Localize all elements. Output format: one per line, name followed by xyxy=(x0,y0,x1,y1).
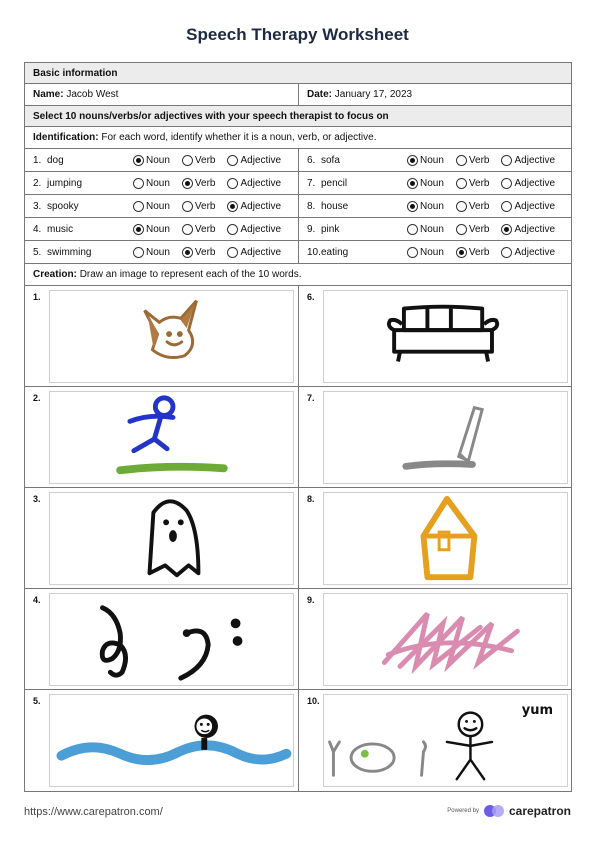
option-verb[interactable] xyxy=(182,247,216,258)
radio-button[interactable] xyxy=(227,224,238,235)
word-question xyxy=(298,218,571,240)
option-verb[interactable] xyxy=(182,224,216,235)
creation-row xyxy=(25,264,571,286)
ghost-drawing-icon[interactable] xyxy=(49,492,294,585)
radio-button[interactable] xyxy=(133,247,144,258)
word-number: 9. xyxy=(307,223,316,235)
date-label: Date: xyxy=(307,89,333,100)
word-text: jumping xyxy=(47,177,83,189)
jumping-drawing-icon[interactable] xyxy=(49,391,294,484)
drawing-cell xyxy=(298,387,571,487)
radio-button[interactable] xyxy=(133,224,144,235)
option-label: Adjective xyxy=(514,223,556,235)
word-text: pencil xyxy=(321,177,348,189)
house-drawing-icon[interactable] xyxy=(323,492,568,585)
radio-button[interactable] xyxy=(133,155,144,166)
option-label: Verb xyxy=(194,177,216,189)
word-text: house xyxy=(321,200,349,212)
radio-button[interactable] xyxy=(227,178,238,189)
drawing-cell xyxy=(25,387,298,487)
word-question xyxy=(25,172,298,194)
word-number: 2. xyxy=(33,177,42,189)
option-adjective[interactable] xyxy=(501,224,555,235)
drawing-cell xyxy=(298,690,571,791)
option-label: Adjective xyxy=(240,223,282,235)
option-label: Adjective xyxy=(240,200,282,212)
radio-button[interactable] xyxy=(456,247,467,258)
pencil-drawing-icon[interactable] xyxy=(323,391,568,484)
select-header: Select 10 nouns/verbs/or adjectives with your speech therapist to focus on xyxy=(25,106,571,127)
option-label: Adjective xyxy=(514,154,556,166)
identification-row-pair xyxy=(25,218,571,241)
word-question xyxy=(298,149,571,171)
page-title: Speech Therapy Worksheet xyxy=(186,25,409,44)
radio-button[interactable] xyxy=(227,247,238,258)
radio-button[interactable] xyxy=(501,178,512,189)
word-question xyxy=(298,172,571,194)
option-adjective[interactable] xyxy=(227,224,281,235)
word-text: music xyxy=(47,223,74,235)
word-text: pink xyxy=(321,223,340,235)
radio-button[interactable] xyxy=(182,178,193,189)
identification-row-pair xyxy=(25,172,571,195)
radio-button[interactable] xyxy=(182,247,193,258)
word-text: sofa xyxy=(321,154,340,166)
drawing-cell xyxy=(25,589,298,689)
word-question xyxy=(298,195,571,217)
option-label: Adjective xyxy=(240,246,282,258)
swimming-drawing-icon[interactable] xyxy=(49,694,294,787)
word-number: 5. xyxy=(33,246,42,258)
identification-row-pair xyxy=(25,195,571,218)
drawing-number: 9. xyxy=(307,595,315,605)
identification-row-pair xyxy=(25,149,571,172)
drawing-cell xyxy=(298,488,571,588)
word-text: spooky xyxy=(47,200,79,212)
option-label: Adjective xyxy=(240,177,282,189)
option-label: Adjective xyxy=(514,246,556,258)
drawing-number: 3. xyxy=(33,494,41,504)
drawing-row xyxy=(25,589,571,690)
option-label: Verb xyxy=(194,246,216,258)
option-label: Adjective xyxy=(240,154,282,166)
option-adjective[interactable] xyxy=(501,201,555,212)
option-label: Noun xyxy=(146,177,170,189)
option-adjective[interactable] xyxy=(227,178,281,189)
word-number: 6. xyxy=(307,154,316,166)
drawing-cell xyxy=(298,286,571,386)
option-verb[interactable] xyxy=(456,224,490,235)
footer-link[interactable]: https://www.carepatron.com/ xyxy=(24,806,163,818)
drawing-cell xyxy=(25,690,298,791)
drawing-number: 10. xyxy=(307,696,320,706)
option-label: Noun xyxy=(146,223,170,235)
option-verb[interactable] xyxy=(456,247,490,258)
word-text: swimming xyxy=(47,246,92,258)
eating-caption: yum xyxy=(521,703,553,718)
powered-by-text: Powered by xyxy=(447,808,479,814)
option-adjective[interactable] xyxy=(227,155,281,166)
radio-button[interactable] xyxy=(407,247,418,258)
option-label: Noun xyxy=(146,200,170,212)
drawing-cell xyxy=(25,286,298,386)
brand-block xyxy=(447,804,571,818)
radio-button[interactable] xyxy=(227,201,238,212)
option-noun[interactable] xyxy=(407,155,444,166)
word-number: 7. xyxy=(307,177,316,189)
option-verb[interactable] xyxy=(182,201,216,212)
option-adjective[interactable] xyxy=(501,178,555,189)
option-label: Verb xyxy=(468,154,490,166)
drawing-grid xyxy=(25,286,571,791)
option-label: Adjective xyxy=(514,200,556,212)
radio-button[interactable] xyxy=(407,178,418,189)
option-label: Noun xyxy=(146,154,170,166)
drawing-number: 2. xyxy=(33,393,41,403)
word-question xyxy=(25,218,298,240)
word-question xyxy=(298,241,571,263)
option-label: Verb xyxy=(194,154,216,166)
date-value: January 17, 2023 xyxy=(334,89,413,100)
date-cell[interactable] xyxy=(298,84,571,105)
radio-button[interactable] xyxy=(407,201,418,212)
identification-row xyxy=(25,127,571,149)
option-label: Noun xyxy=(420,177,444,189)
option-label: Verb xyxy=(468,200,490,212)
basic-info-header: Basic information xyxy=(25,63,571,84)
radio-button[interactable] xyxy=(182,155,193,166)
option-noun[interactable] xyxy=(407,178,444,189)
word-number: 8. xyxy=(307,200,316,212)
radio-button[interactable] xyxy=(456,201,467,212)
option-label: Noun xyxy=(420,223,444,235)
radio-button[interactable] xyxy=(182,224,193,235)
name-value: Jacob West xyxy=(66,89,119,100)
radio-button[interactable] xyxy=(182,201,193,212)
name-cell[interactable] xyxy=(25,84,298,105)
radio-button[interactable] xyxy=(501,155,512,166)
option-noun[interactable] xyxy=(133,201,170,212)
brand-name: carepatron xyxy=(508,804,571,818)
option-label: Verb xyxy=(468,223,490,235)
radio-button[interactable] xyxy=(501,224,512,235)
word-question xyxy=(25,241,298,263)
option-noun[interactable] xyxy=(407,224,444,235)
word-text: eating xyxy=(321,246,349,258)
drawing-number: 6. xyxy=(307,292,315,302)
drawing-row xyxy=(25,488,571,589)
option-noun[interactable] xyxy=(133,155,170,166)
drawing-number: 4. xyxy=(33,595,41,605)
worksheet-table xyxy=(24,62,572,792)
drawing-number: 7. xyxy=(307,393,315,403)
carepatron-logo-icon xyxy=(484,804,506,818)
identification-text: For each word, identify whether it is a noun, verb, or adjective. xyxy=(101,132,377,143)
eating-drawing-icon[interactable] xyxy=(323,694,568,787)
option-verb[interactable] xyxy=(182,155,216,166)
identification-label: Identification: xyxy=(33,132,99,143)
option-verb[interactable] xyxy=(456,201,490,212)
option-label: Noun xyxy=(420,200,444,212)
option-noun[interactable] xyxy=(133,178,170,189)
radio-button[interactable] xyxy=(227,155,238,166)
identification-row-pair xyxy=(25,241,571,264)
pink-scribble-icon[interactable] xyxy=(323,593,568,686)
option-label: Verb xyxy=(468,246,490,258)
radio-button[interactable] xyxy=(501,201,512,212)
music-drawing-icon[interactable] xyxy=(49,593,294,686)
drawing-number: 5. xyxy=(33,696,41,706)
option-label: Verb xyxy=(468,177,490,189)
drawing-cell xyxy=(25,488,298,588)
radio-button[interactable] xyxy=(133,201,144,212)
drawing-row xyxy=(25,690,571,791)
drawing-number: 1. xyxy=(33,292,41,302)
option-label: Noun xyxy=(420,154,444,166)
word-number: 3. xyxy=(33,200,42,212)
drawing-number: 8. xyxy=(307,494,315,504)
drawing-row xyxy=(25,286,571,387)
name-label: Name: xyxy=(33,89,64,100)
radio-button[interactable] xyxy=(133,178,144,189)
option-verb[interactable] xyxy=(456,178,490,189)
option-label: Adjective xyxy=(514,177,556,189)
radio-button[interactable] xyxy=(456,178,467,189)
option-label: Verb xyxy=(194,200,216,212)
option-noun[interactable] xyxy=(407,201,444,212)
option-verb[interactable] xyxy=(182,178,216,189)
drawing-cell xyxy=(298,589,571,689)
creation-label: Creation: xyxy=(33,269,77,280)
option-noun[interactable] xyxy=(133,224,170,235)
option-label: Noun xyxy=(146,246,170,258)
option-label: Noun xyxy=(420,246,444,258)
word-number: 10. xyxy=(307,246,321,258)
word-question xyxy=(25,195,298,217)
option-adjective[interactable] xyxy=(501,155,555,166)
option-adjective[interactable] xyxy=(227,201,281,212)
dog-drawing-icon[interactable] xyxy=(49,290,294,383)
word-number: 4. xyxy=(33,223,42,235)
info-row xyxy=(25,84,571,106)
option-noun[interactable] xyxy=(407,247,444,258)
word-number: 1. xyxy=(33,154,42,166)
creation-text: Draw an image to represent each of the 10 words. xyxy=(79,269,302,280)
drawing-row xyxy=(25,387,571,488)
word-question xyxy=(25,149,298,171)
word-text: dog xyxy=(47,154,64,166)
option-label: Verb xyxy=(194,223,216,235)
radio-button[interactable] xyxy=(456,224,467,235)
radio-button[interactable] xyxy=(407,224,418,235)
radio-button[interactable] xyxy=(501,247,512,258)
option-adjective[interactable] xyxy=(227,247,281,258)
identification-list xyxy=(25,149,571,264)
option-noun[interactable] xyxy=(133,247,170,258)
radio-button[interactable] xyxy=(407,155,418,166)
option-adjective[interactable] xyxy=(501,247,555,258)
sofa-drawing-icon[interactable] xyxy=(323,290,568,383)
radio-button[interactable] xyxy=(456,155,467,166)
option-verb[interactable] xyxy=(456,155,490,166)
